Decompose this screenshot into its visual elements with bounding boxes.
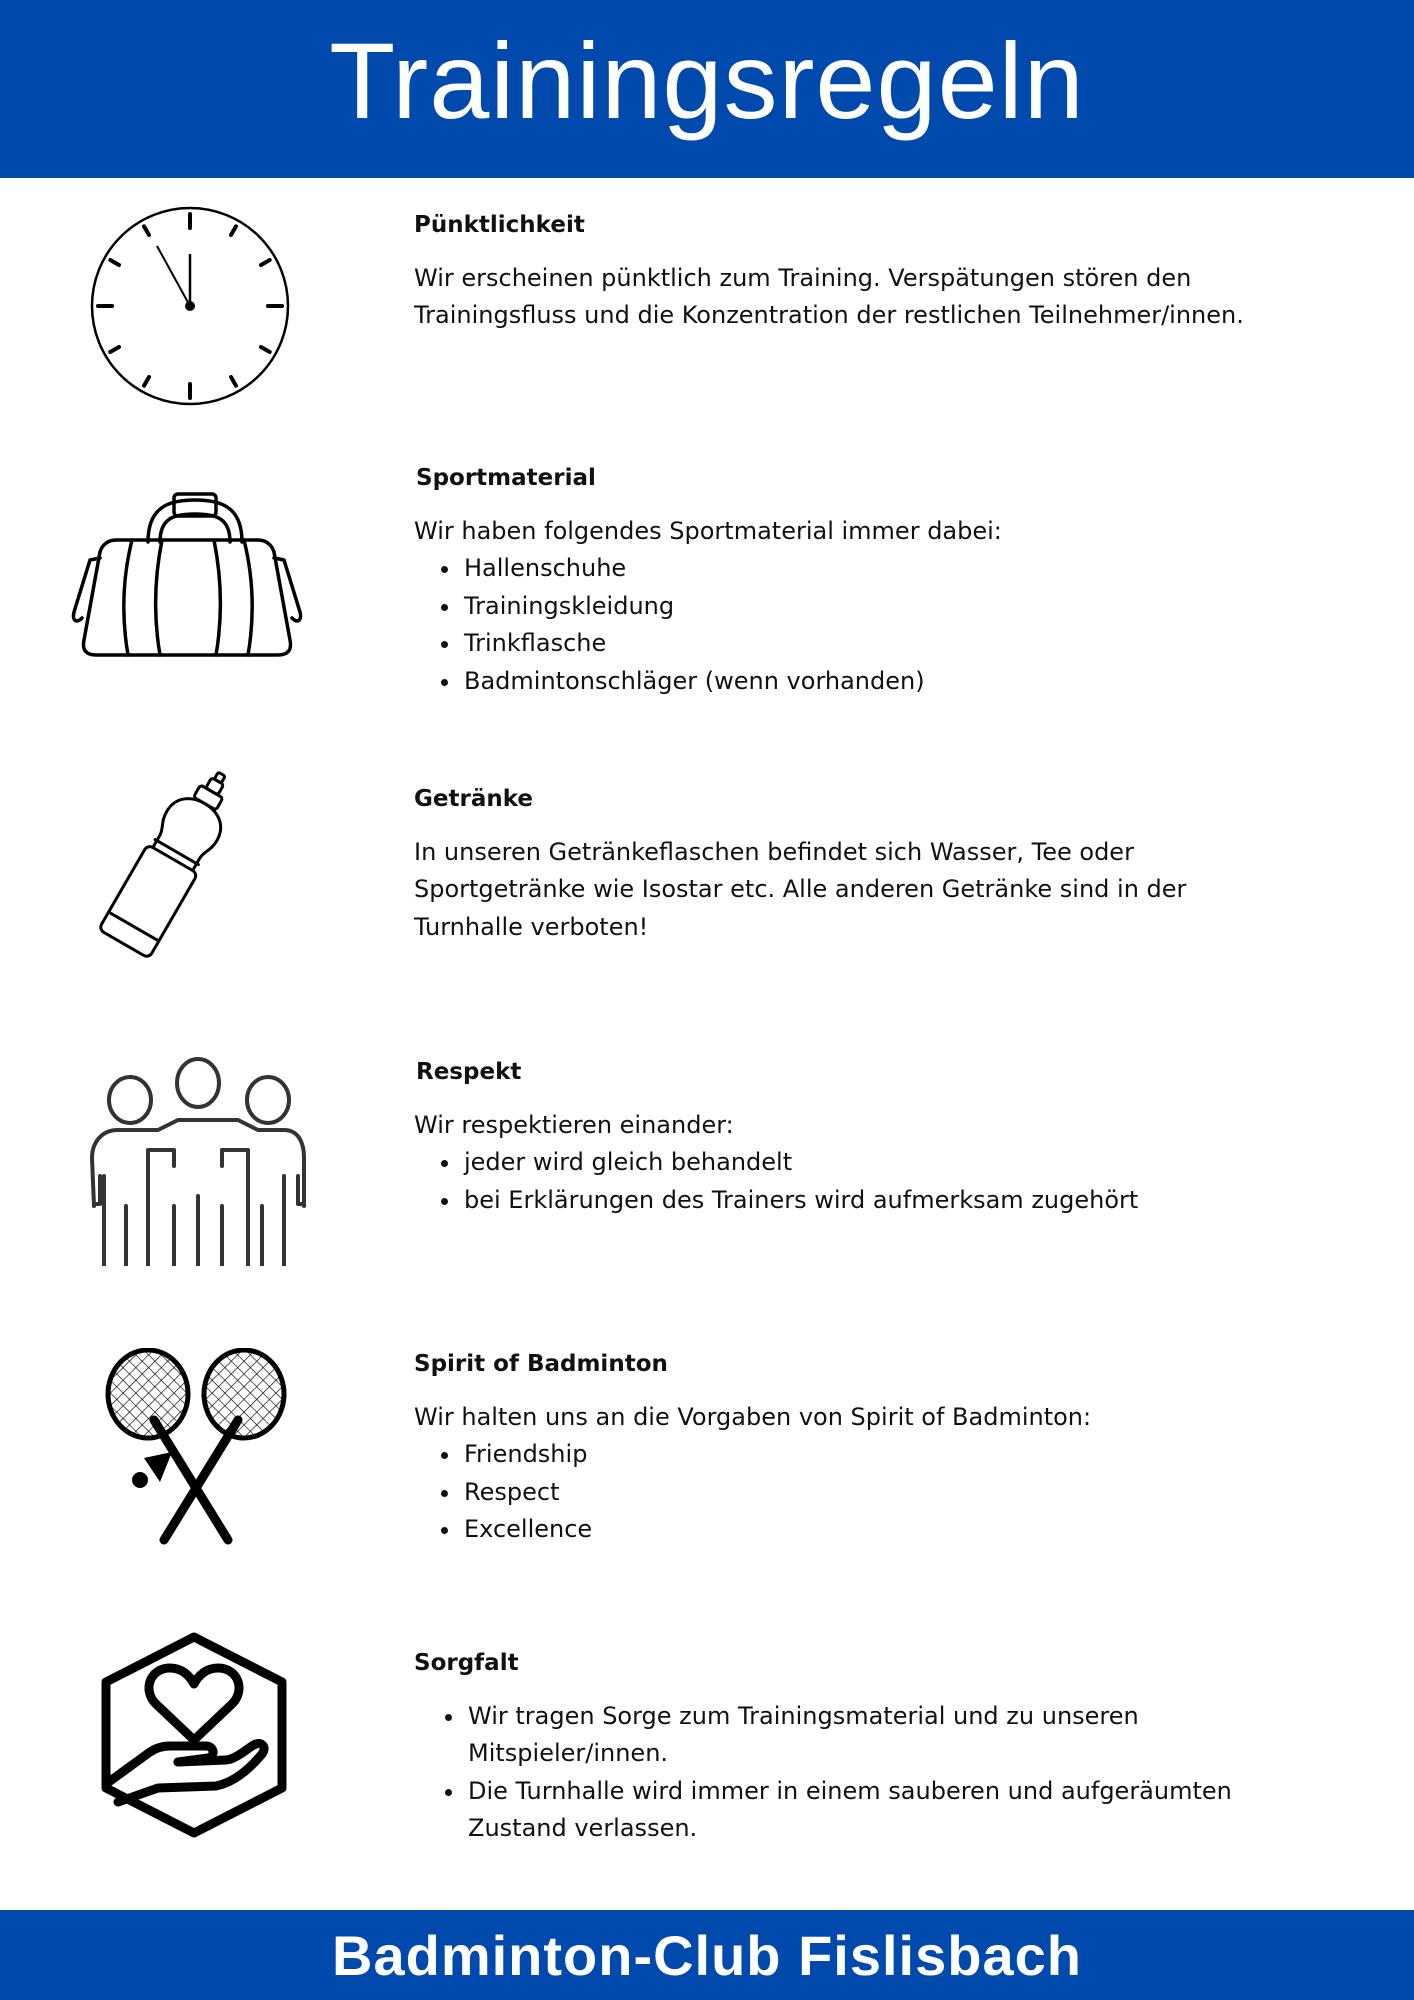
item-list: [414, 1436, 1294, 1549]
list-item: • bei Erklärungen des Trainers wird aufmerksam zugehört: [462, 1182, 1294, 1220]
list-item: • jeder wird gleich behandelt: [462, 1144, 1294, 1182]
list-item: • Die Turnhalle wird immer in einem sauberen und aufgeräumten Zustand verlassen.: [466, 1773, 1294, 1848]
section-care: [414, 1650, 1294, 1848]
item-list: [414, 1698, 1294, 1848]
page-header: [0, 0, 1414, 178]
heart-in-hand-icon: [98, 1632, 290, 1838]
page-footer: [0, 1910, 1414, 2000]
page-title: Trainingsregeln: [329, 20, 1085, 141]
section-spirit-of-badminton: [414, 1351, 1294, 1549]
water-bottle-icon: [96, 758, 246, 958]
badminton-rackets-icon: [104, 1348, 288, 1546]
item-list: [414, 550, 1294, 700]
item-list: [414, 1144, 1294, 1219]
list-item: • Excellence: [462, 1511, 1294, 1549]
section-heading: Sorgfalt: [414, 1650, 519, 1676]
section-heading: Pünktlichkeit: [414, 212, 585, 238]
team-people-icon: [88, 1056, 308, 1266]
list-item: • Badmintonschläger (wenn vorhanden): [462, 663, 1294, 701]
section-drinks: [414, 786, 1294, 946]
list-item: • Respect: [462, 1474, 1294, 1512]
clock-icon: [88, 204, 292, 408]
section-text: In unseren Getränkeflaschen befindet sich Wasser, Tee oder Sportgetränke wie Isostar etc. Alle anderen Getränke sind in der Turnhalle verboten!: [414, 837, 1187, 941]
section-punctuality: [414, 212, 1294, 335]
section-text: Wir respektieren einander:: [414, 1110, 734, 1139]
section-heading: Respekt: [416, 1059, 522, 1085]
section-heading: Getränke: [414, 786, 533, 812]
list-item: • Friendship: [462, 1436, 1294, 1474]
list-item: • Wir tragen Sorge zum Trainingsmaterial und zu unseren Mitspieler/innen.: [466, 1698, 1294, 1773]
section-heading: Sportmaterial: [416, 465, 596, 491]
club-name: Badminton-Club Fislisbach: [332, 1923, 1082, 1987]
list-item: • Trainingskleidung: [462, 588, 1294, 626]
sports-bag-icon: [70, 490, 320, 660]
section-respect: [414, 1059, 1294, 1219]
section-sport-material: [414, 465, 1294, 700]
list-item: • Hallenschuhe: [462, 550, 1294, 588]
section-text: Wir haben folgendes Sportmaterial immer dabei:: [414, 516, 1002, 545]
section-text: Wir erscheinen pünktlich zum Training. Verspätungen stören den Trainingsfluss und die Konzentration der restlichen Teilnehmer/innen.: [414, 263, 1244, 330]
list-item: • Trinkflasche: [462, 625, 1294, 663]
section-heading: Spirit of Badminton: [414, 1351, 668, 1377]
section-text: Wir halten uns an die Vorgaben von Spirit of Badminton:: [414, 1402, 1092, 1431]
